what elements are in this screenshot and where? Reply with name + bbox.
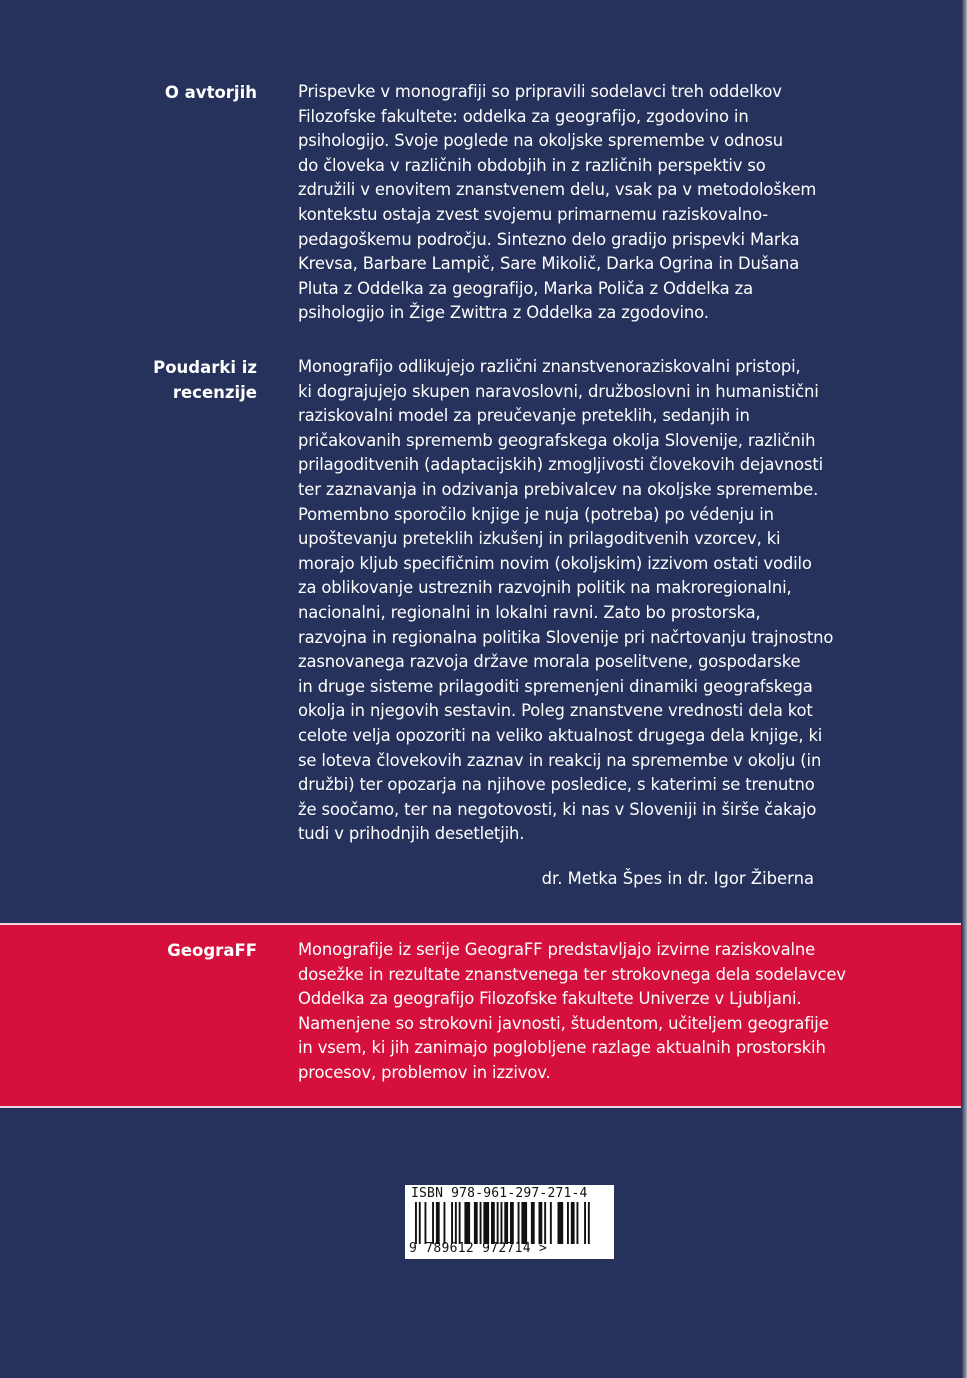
text-line: Krevsa, Barbare Lampič, Sare Mikolič, Darka Ogrina in Dušana <box>298 254 800 274</box>
barcode-bar <box>531 1202 535 1244</box>
barcode-bar <box>425 1202 427 1244</box>
text-line: Prispevke v monografiji so pripravili sodelavci treh oddelkov <box>298 82 782 101</box>
barcode-bar <box>474 1202 478 1244</box>
text-line: psihologijo in Žige Zwittra z Oddelka za zgodovino. <box>298 303 709 323</box>
text-line: Pluta z Oddelka za geografijo, Marka Poliča z Oddelka za <box>298 278 753 298</box>
text-line: se loteva človekovih zaznav in reakcij na spremembe v okolju (in <box>298 750 822 770</box>
barcode-bar <box>459 1202 461 1244</box>
text-line: dosežke in rezultate znanstvenega ter strokovnega dela sodelavcev <box>298 964 846 984</box>
barcode-bar <box>419 1202 421 1244</box>
isbn-text: ISBN 978-961-297-271-4 <box>411 1186 588 1201</box>
text-line: okolja in njegovih sestavin. Poleg znanstvene vrednosti dela kot <box>298 701 813 721</box>
barcode-bar <box>444 1202 446 1244</box>
text-line: zasnovanega razvoja države morala poselitvene, gospodarske <box>298 652 801 672</box>
text-line: raziskovalni model za preučevanje preteklih, sedanjih in <box>298 406 750 426</box>
ean-digits: 9 789612 972714 > <box>409 1241 548 1256</box>
text-line: Monografijo odlikujejo različni znanstvenoraziskovalni pristopi, <box>298 357 801 376</box>
barcode-bar <box>483 1202 489 1244</box>
text-line: Pomembno sporočilo knjige je nuja (potreba) po védenju in <box>298 504 774 524</box>
text-line: psihologijo. Svoje poglede na okoljske spremembe v odnosu <box>298 131 784 151</box>
barcode-bar <box>436 1202 440 1244</box>
text-line: pedagoškemu področju. Sintezno delo gradijo prispevki Marka <box>298 229 800 249</box>
geograff-heading: GeograFF <box>167 941 257 960</box>
text-line: za oblikovanje ustreznih razvojnih politik na makroregionalni, <box>298 578 792 598</box>
barcode-bar <box>550 1202 552 1244</box>
barcode-bar <box>501 1202 503 1244</box>
barcode-bar <box>588 1202 590 1244</box>
barcode-bar <box>415 1202 417 1244</box>
text-line: celote velja opozoriti na veliko aktualnost drugega dela knjige, ki <box>298 725 823 745</box>
authors-heading: O avtorjih <box>164 83 257 102</box>
barcode-bar <box>584 1202 586 1244</box>
text-line: prilagoditvenih (adaptacijskih) zmogljivosti človekovih dejavnosti <box>298 455 824 475</box>
text-line: nacionalni, regionalni in lokalni ravni. Zato bo prostorska, <box>298 602 761 622</box>
barcode-bar <box>571 1202 575 1244</box>
barcode-bar <box>521 1202 527 1244</box>
cover-right-edge <box>961 0 967 1378</box>
text-line: že soočamo, ter na negotovosti, ki nas v Sloveniji in širše čakajo <box>298 799 817 819</box>
barcode-bar <box>480 1202 482 1244</box>
text-line: pričakovanih sprememb geografskega okolja Slovenije, različnih <box>298 430 816 450</box>
text-line: in vsem, ki jih zanimajo poglobljene razlage aktualnih prostorskih <box>298 1038 826 1058</box>
barcode-bar <box>518 1202 520 1244</box>
review-heading: Poudarki iz recenzije <box>153 358 257 402</box>
text-line: ki dograjujejo skupen naravoslovni, družboslovni in humanistični <box>298 381 819 401</box>
barcode-bar <box>432 1202 434 1244</box>
text-line: družbi) ter opozarja na njihove posledice, s katerimi se trenutno <box>298 775 815 795</box>
barcode-bar <box>558 1202 564 1244</box>
text-line: razvojna in regionalna politika Slovenije pri načrtovanju trajnostno <box>298 627 834 647</box>
barcode-bar <box>497 1202 499 1244</box>
text-line: kontekstu ostaja zvest svojemu primarnemu raziskovalno- <box>298 204 769 224</box>
text-line: procesov, problemov in izzivov. <box>298 1062 551 1082</box>
isbn-barcode <box>405 1185 614 1259</box>
text-line: Filozofske fakultete: oddelka za geografijo, zgodovino in <box>298 106 749 126</box>
review-text <box>298 355 838 847</box>
text-line: ter zaznavanja in odzivanja prebivalcev na okoljske spremembe. <box>298 479 819 499</box>
barcode-bar <box>504 1202 508 1244</box>
text-line: in druge sisteme prilagoditi spremenjeni dinamiki geografskega <box>298 676 813 696</box>
geograff-band <box>0 923 961 1108</box>
geograff-text <box>298 938 846 1086</box>
text-line: do človeka v različnih obdobjih in z različnih perspektiv so <box>298 155 766 175</box>
barcode-bar <box>567 1202 569 1244</box>
barcode-bar <box>455 1202 457 1244</box>
text-line: Monografije iz serije GeograFF predstavljajo izvirne raziskovalne <box>298 940 816 959</box>
barcode-bar <box>539 1202 543 1244</box>
text-line: združili v enovitem znanstvenem delu, vsak pa v metodološkem <box>298 180 817 200</box>
text-line: tudi v prihodnjih desetletjih. <box>298 824 525 844</box>
barcode-bar <box>544 1202 546 1244</box>
text-line: Oddelka za geografijo Filozofske fakultete Univerze v Ljubljani. <box>298 989 802 1009</box>
barcode-bar <box>464 1202 470 1244</box>
text-line: upoštevanju preteklih izkušenj in prilagoditvenih vzorcev, ki <box>298 529 781 549</box>
authors-text <box>298 80 838 326</box>
barcode-bars <box>411 1202 609 1244</box>
review-signature: dr. Metka Špes in dr. Igor Žiberna <box>541 869 814 888</box>
text-line: morajo kljub specifičnim novim (okoljskim) izzivom ostati vodilo <box>298 553 812 573</box>
barcode-bar <box>510 1202 514 1244</box>
barcode-bar <box>577 1202 579 1244</box>
barcode-bar <box>491 1202 495 1244</box>
text-line: Namenjene so strokovni javnosti, študentom, učiteljem geografije <box>298 1013 829 1033</box>
barcode-bar <box>451 1202 453 1244</box>
